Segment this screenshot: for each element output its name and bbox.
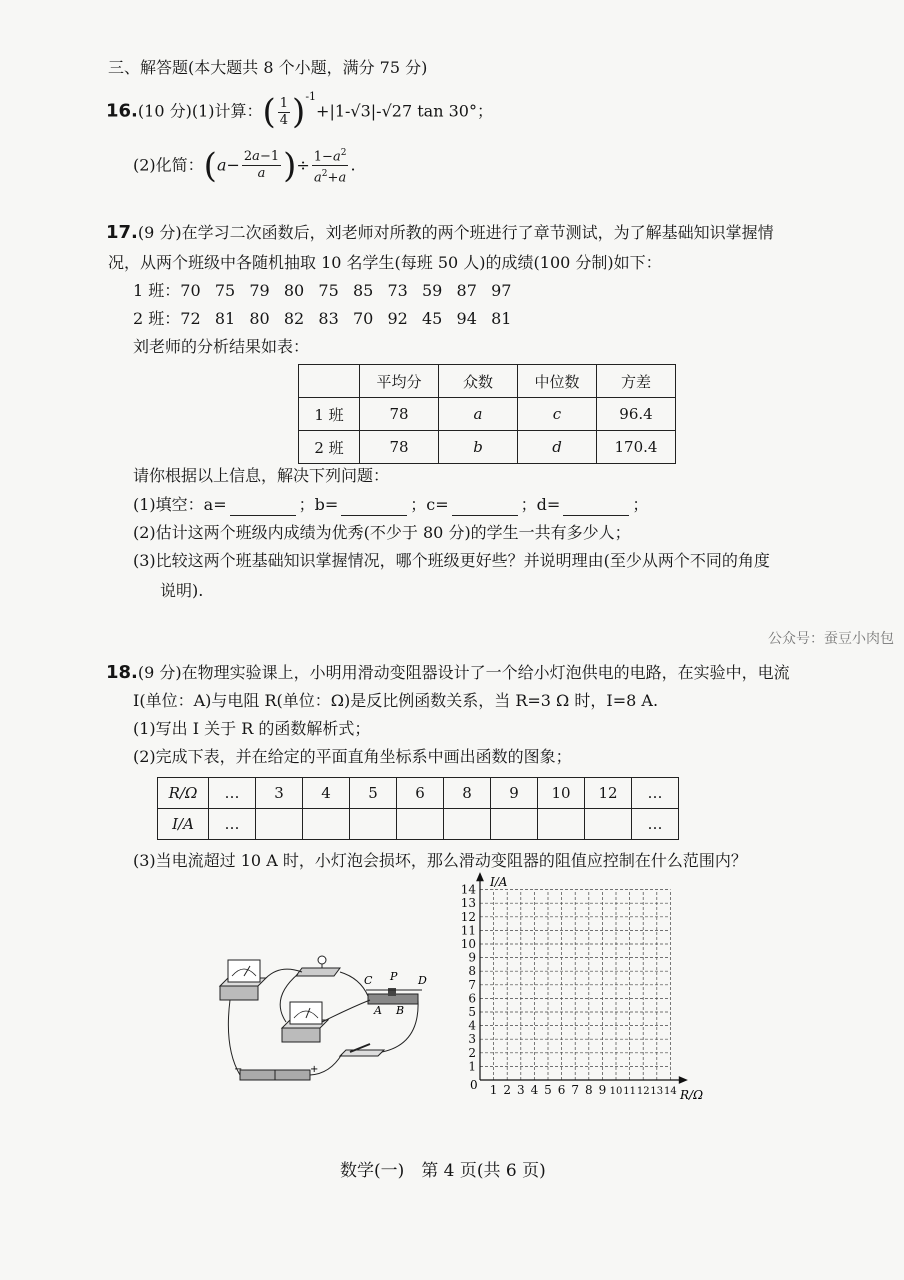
page-footer: 数学(一) 第 4 页(共 6 页) [340,1161,546,1181]
sub-question-3-line2: 说明). [160,581,204,600]
svg-text:+: + [310,1064,319,1075]
q18-sub-3: (3)当电流超过 10 A 时，小灯泡会损坏，那么滑动变阻器的阻值应控制在什么范围内？ [133,851,747,870]
y-tick-label: 2 [468,1045,476,1060]
question-points: (9 分) [137,663,182,682]
blank-a[interactable] [230,499,296,516]
x-axis-arrow [679,1077,686,1083]
x-tick-label: 6 [557,1083,566,1097]
part-label: (1)计算： [191,101,263,121]
part-label: (2)化简： [133,155,204,175]
x-tick-label: 5 [544,1083,552,1097]
blank-b[interactable] [341,499,407,516]
blank-c[interactable] [452,499,518,516]
fraction-expression: $\frac{1-a^2}{a^2+a}$ [312,145,349,187]
q18-sub-2: (2)完成下表，并在给定的平面直角坐标系中画出函数的图象； [133,747,572,766]
class2-scores-line: 2 班：72 81 80 82 83 70 92 45 94 81 [133,309,512,328]
y-tick-label: 9 [468,950,476,965]
watermark-text: 公众号：蚕豆小肉包 [768,631,894,647]
ammeter-icon [220,960,266,1000]
x-axis-label: R/Ω [680,1088,704,1100]
answer-cell[interactable] [585,809,632,840]
circuit-diagram [210,948,440,1092]
table-header-cell: 方差 [597,365,676,398]
fraction-one-quarter: $\frac{1}{4}$ [279,95,289,128]
question-17-intro-2: 况，从两个班级中各随机抽取 10 名学生(每班 50 人)的成绩(100 分制)如下： [108,253,662,272]
x-tick-label: 13 [650,1086,664,1097]
x-tick-label: 8 [584,1083,593,1097]
question-points: (9 分) [137,223,182,242]
analysis-table [298,364,676,464]
x-tick-label: 7 [571,1083,580,1097]
answer-cell[interactable] [303,809,350,840]
analysis-text: 刘老师的分析结果如表： [133,337,310,356]
answer-cell[interactable] [444,809,491,840]
answer-cell[interactable] [491,809,538,840]
answer-cell[interactable] [256,809,303,840]
y-tick-label: 4 [468,1018,476,1033]
x-tick-label: 14 [664,1086,677,1097]
y-tick-label: 8 [468,964,476,979]
blank-d[interactable] [563,499,629,516]
svg-text:−: − [234,1064,243,1075]
table-header-cell: 众数 [439,365,518,398]
question-17-intro-1: 17.(9 分)在学习二次函数后，刘老师对所教的两个班进行了章节测试，为了解基础知识掌握情 [106,222,774,243]
question-number: 18. [106,662,138,683]
solve-prompt: 请你根据以上信息，解决下列问题： [133,466,390,485]
battery-icon [234,1064,318,1080]
table-header-row [299,365,676,398]
question-18-intro-1: 18.(9 分)在物理实验课上，小明用滑动变阻器设计了一个给小灯泡供电的电路，在实验中，电流 [106,662,790,683]
class1-scores-line: 1 班：70 75 79 80 75 85 73 59 87 97 [133,281,512,300]
table-row: 2 班 78 b d 170.4 [299,431,676,464]
y-tick-label: 11 [460,923,476,938]
table-row: 1 班 78 a c 96.4 [299,398,676,431]
answer-cell[interactable] [538,809,585,840]
question-16-part2: (2)化简：(a− $\frac{2a-1}{a}$ )÷ $\frac{1-a^2}{a^2+a}$ . [133,145,356,186]
sub-question-2: (2)估计这两个班级内成绩为优秀(不少于 80 分)的学生一共有多少人； [133,523,631,542]
x-tick-label: 3 [516,1083,525,1097]
y-tick-label: 10 [460,937,476,951]
y-tick-label: 12 [460,909,476,924]
resistance-current-table [157,777,679,840]
y-tick-label: 14 [460,882,476,897]
origin-label: 0 [470,1078,478,1092]
table-header-cell: 平均分 [360,365,439,398]
svg-text:B: B [396,1004,405,1017]
coordinate-grid [440,868,720,1100]
x-tick-label: 10 [609,1086,623,1097]
table-row-i: I/A … … [158,809,679,840]
svg-text:C: C [364,974,373,987]
fraction-expression: $\frac{2a-1}{a}$ [243,149,280,182]
y-axis-arrow [477,874,483,881]
question-number: 16. [106,100,138,122]
switch-icon [340,1044,384,1056]
svg-text:D: D [418,974,427,987]
svg-text:P: P [390,970,398,983]
answer-cell[interactable] [350,809,397,840]
y-tick-label: 7 [468,977,476,992]
voltmeter-icon [282,1002,328,1042]
question-16-part1: 16.(10 分)(1)计算：( $\frac{1}{4}$ )$^{-1}$+|1-√3|-√27 tan 30°； [106,90,493,132]
question-number: 17. [106,222,138,243]
section-title: 三、解答题(本大题共 8 个小题，满分 75 分) [108,58,428,77]
x-tick-label: 9 [598,1083,607,1097]
svg-text:A: A [374,1004,382,1017]
x-tick-label: 11 [623,1086,636,1097]
q18-sub-1: (1)写出 I 关于 R 的函数解析式； [133,719,371,738]
y-tick-label: 13 [460,896,476,911]
x-tick-label: 2 [503,1083,512,1097]
table-header-cell: 中位数 [518,365,597,398]
y-axis-label: I/A [490,875,508,889]
x-tick-label: 12 [636,1086,650,1097]
y-tick-label: 3 [468,1032,476,1047]
y-tick-label: 1 [468,1059,476,1074]
fill-in-blanks: (1)填空：a= ；b= ；c= ；d= ； [133,495,649,514]
answer-cell[interactable] [397,809,444,840]
y-tick-label: 6 [468,991,476,1006]
y-tick-label: 5 [468,1005,476,1019]
light-bulb-icon [296,956,340,976]
table-row-r: R/Ω … 3 4 5 6 8 9 10 12 … [158,778,679,809]
question-points: (10 分) [137,101,192,121]
x-tick-label: 1 [489,1083,498,1097]
sub-question-3-line1: (3)比较这两个班基础知识掌握情况，哪个班级更好些？并说明理由(至少从两个不同的角度 [133,551,770,570]
x-tick-label: 4 [530,1083,539,1097]
expression-tail: +|1-√3|-√27 tan 30°； [316,101,493,121]
question-18-intro-2: I(单位：A)与电阻 R(单位：Ω)是反比例函数关系，当 R=3 Ω 时，I=8 A. [133,691,659,710]
